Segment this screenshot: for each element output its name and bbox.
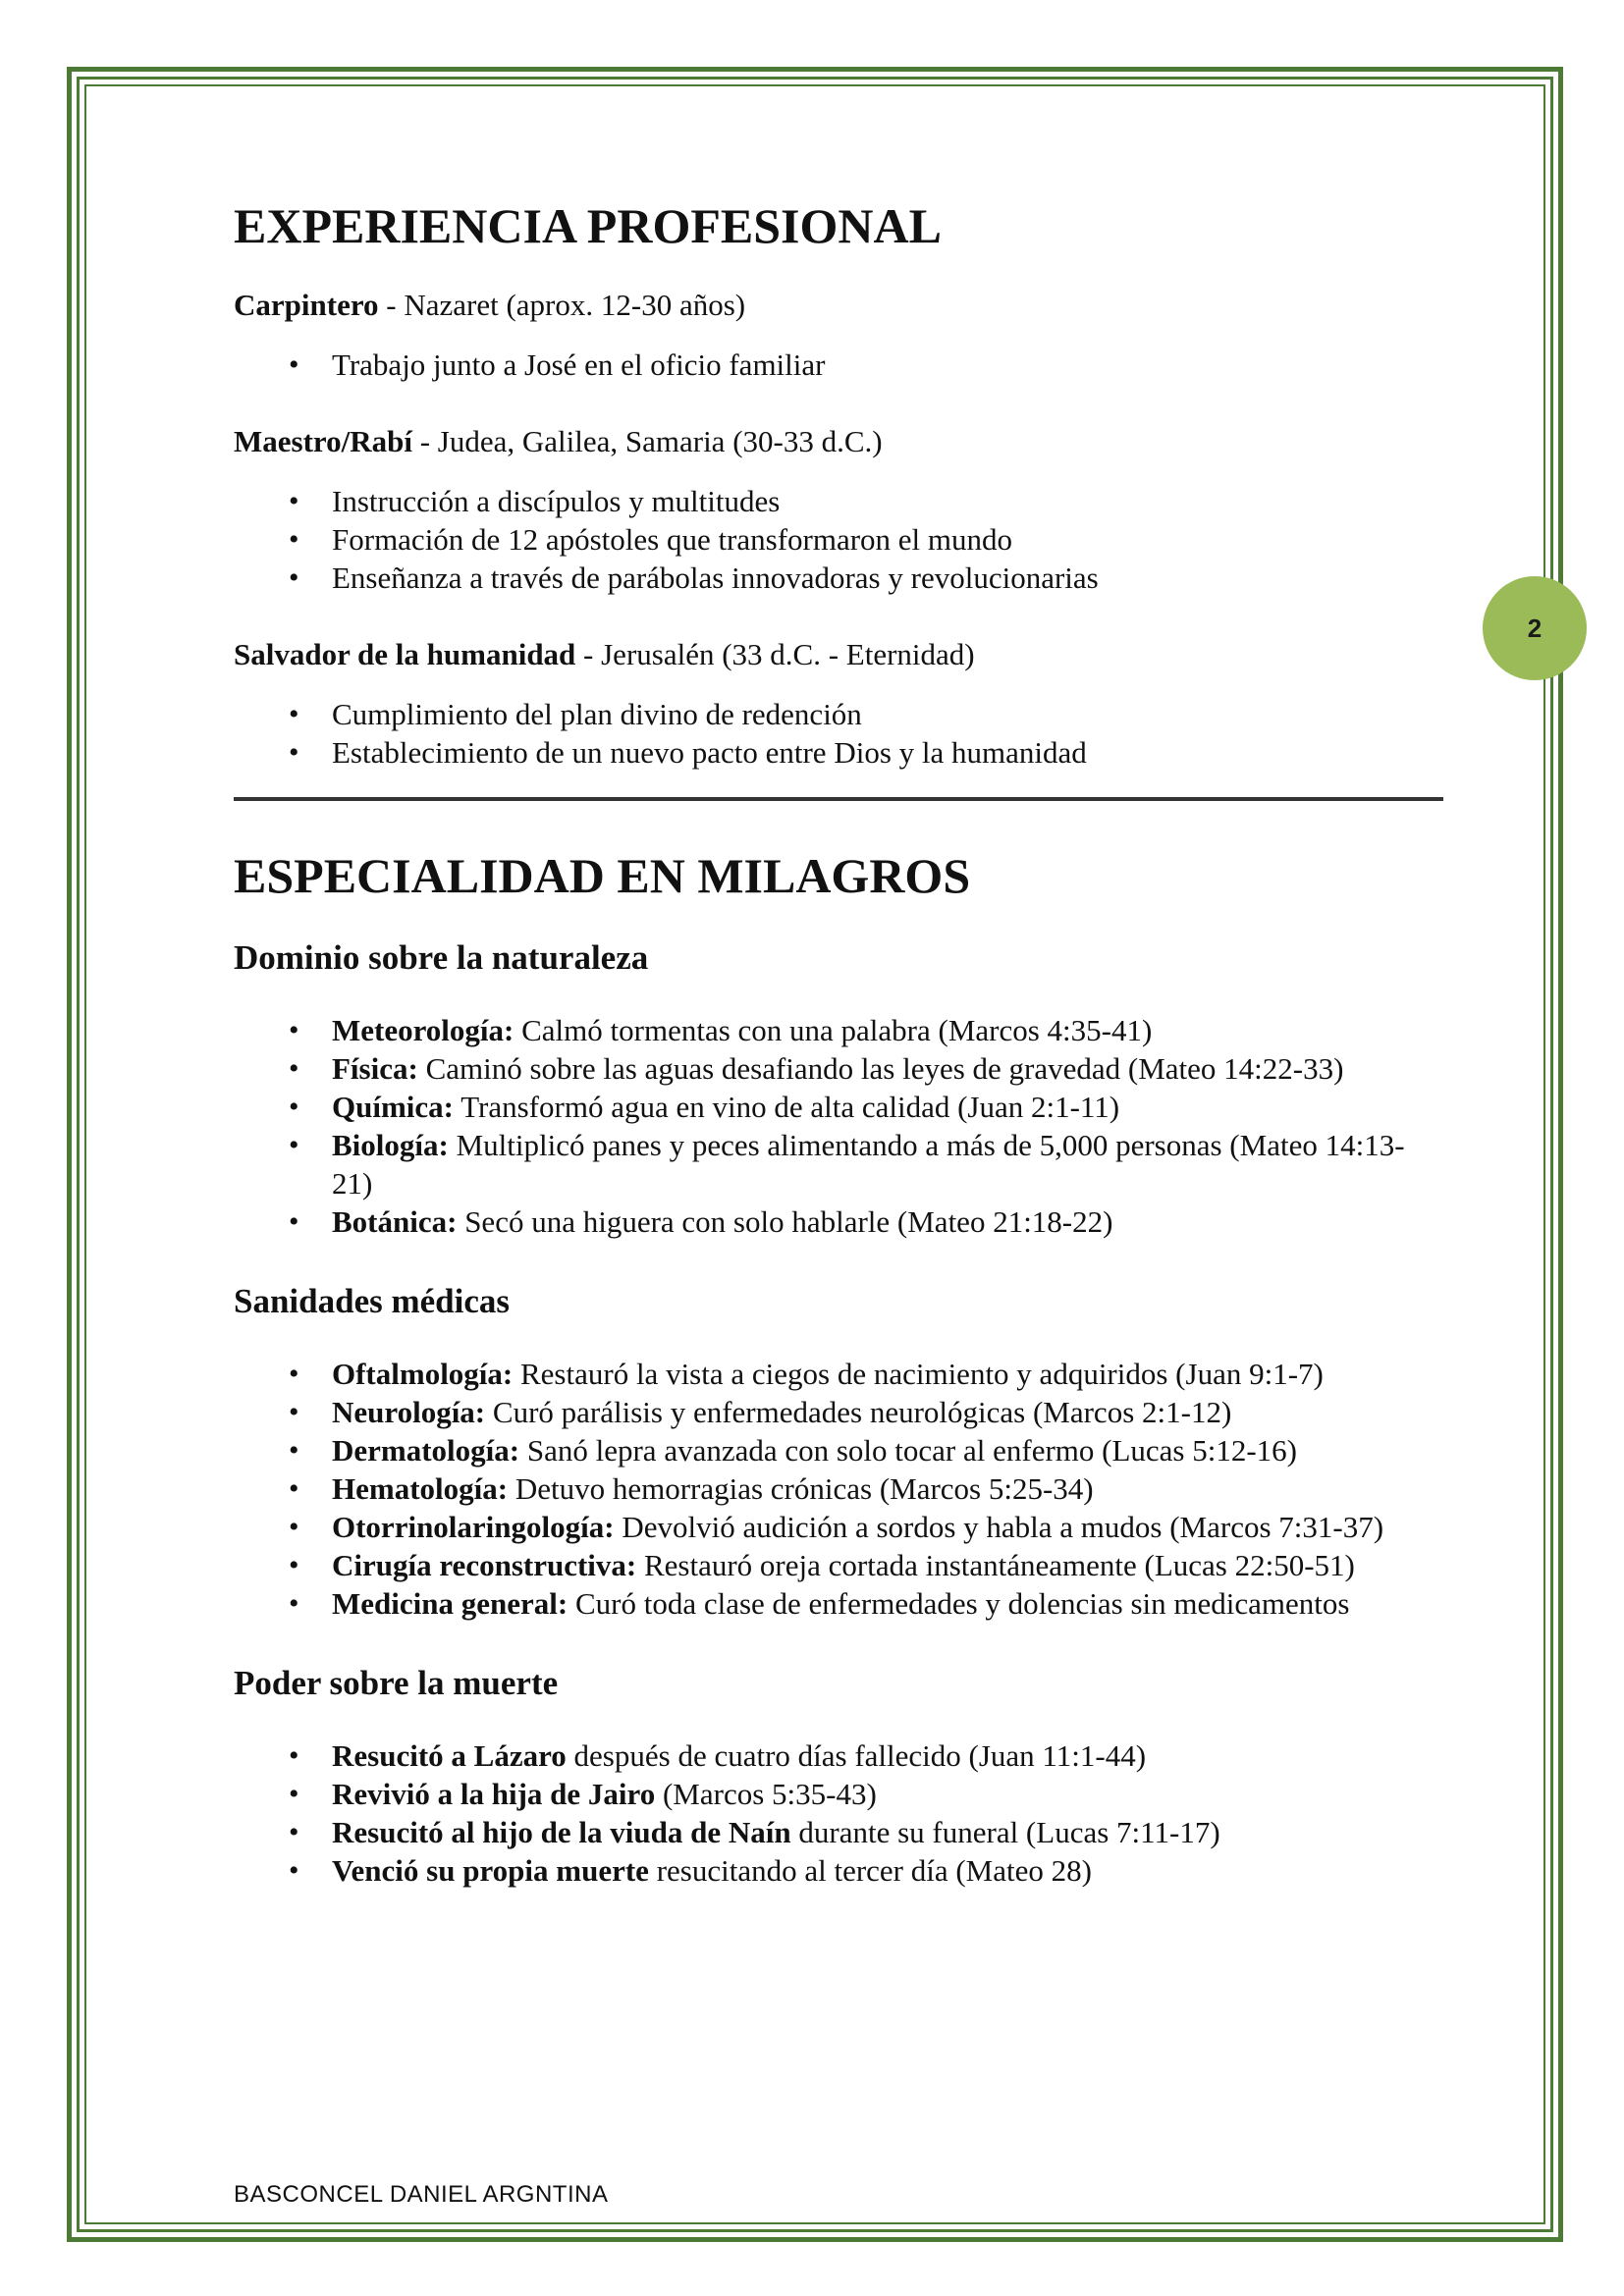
role-savior-list: [234, 695, 1443, 772]
item-text: durante su funeral (Lucas 7:11-17): [790, 1815, 1220, 1849]
item-label: Resucitó al hijo de la viuda de Naín: [332, 1815, 791, 1849]
list-item: [234, 1508, 1443, 1546]
item-text: (Marcos 5:35-43): [655, 1777, 877, 1811]
role-detail: - Jerusalén (33 d.C. - Eternidad): [575, 637, 975, 671]
list-item: • Instrucción a discípulos y multitudes: [234, 482, 1443, 520]
medical-list: [234, 1355, 1443, 1623]
list-item: [234, 1775, 1443, 1813]
item-text: Curó toda clase de enfermedades y dolencias sin medicamentos: [568, 1586, 1350, 1621]
item-text: Curó parálisis y enfermedades neurológicas (Marcos 2:1-12): [485, 1395, 1232, 1429]
list-item: [234, 1049, 1443, 1088]
item-label: Oftalmología:: [332, 1357, 514, 1391]
item-label: Revivió a la hija de Jairo: [332, 1777, 656, 1811]
nature-list: [234, 1011, 1443, 1241]
item-label: Cirugía reconstructiva:: [332, 1548, 637, 1582]
list-item: [234, 1431, 1443, 1469]
item-label: Física:: [332, 1051, 418, 1086]
death-list: [234, 1736, 1443, 1890]
item-text: Transformó agua en vino de alta calidad (Juan 2:1-11): [454, 1090, 1120, 1124]
role-carpenter-list: [234, 346, 1443, 384]
role-teacher-list: [234, 482, 1443, 597]
item-label: Medicina general:: [332, 1586, 568, 1621]
role-savior: [234, 634, 1443, 675]
list-item: [234, 1088, 1443, 1126]
item-text: Detuvo hemorragias crónicas (Marcos 5:25-34): [508, 1471, 1094, 1506]
list-item: • Cumplimiento del plan divino de redención: [234, 695, 1443, 733]
document-body: [234, 192, 1443, 1927]
item-text: Restauró oreja cortada instantáneamente (Lucas 22:50-51): [636, 1548, 1355, 1582]
item-label: Botánica:: [332, 1204, 458, 1239]
list-item: [234, 1851, 1443, 1890]
item-label: Dermatología:: [332, 1433, 520, 1468]
list-item: • Establecimiento de un nuevo pacto entre Dios y la humanidad: [234, 733, 1443, 772]
item-label: Otorrinolaringología:: [332, 1510, 615, 1544]
list-item: [234, 1584, 1443, 1623]
role-detail: - Nazaret (aprox. 12-30 años): [378, 288, 746, 322]
list-item: [234, 1546, 1443, 1584]
item-text: Calmó tormentas con una palabra (Marcos 4:35-41): [514, 1013, 1153, 1047]
item-text: Sanó lepra avanzada con solo tocar al enfermo (Lucas 5:12-16): [519, 1433, 1298, 1468]
section-divider: [234, 797, 1443, 801]
item-label: Resucitó a Lázaro: [332, 1738, 567, 1773]
role-teacher: [234, 421, 1443, 462]
page-number-badge: 2: [1483, 576, 1587, 680]
page-footer: BASCONCEL DANIEL ARGNTINA: [234, 2181, 609, 2208]
item-text: Devolvió audición a sordos y habla a mudos (Marcos 7:31-37): [614, 1510, 1384, 1544]
item-label: Biología:: [332, 1128, 449, 1162]
item-text: resucitando al tercer día (Mateo 28): [648, 1853, 1092, 1888]
item-text: Caminó sobre las aguas desafiando las leyes de gravedad (Mateo 14:22-33): [417, 1051, 1344, 1086]
role-carpenter: [234, 285, 1443, 326]
experience-heading: EXPERIENCIA PROFESIONAL: [234, 198, 942, 253]
list-item: [234, 1813, 1443, 1851]
death-heading: Poder sobre la muerte: [234, 1664, 559, 1702]
list-item: • Formación de 12 apóstoles que transformaron el mundo: [234, 520, 1443, 559]
role-title: Salvador de la humanidad: [234, 637, 576, 671]
list-item: [234, 1126, 1443, 1202]
item-text: Multiplicó panes y peces alimentando a más de 5,000 personas (Mateo 14:13-21): [332, 1128, 1405, 1201]
list-item: [234, 1736, 1443, 1775]
item-label: Meteorología:: [332, 1013, 514, 1047]
item-label: Hematología:: [332, 1471, 509, 1506]
item-label: Venció su propia muerte: [332, 1853, 649, 1888]
role-detail: - Judea, Galilea, Samaria (30-33 d.C.): [411, 424, 883, 458]
item-label: Neurología:: [332, 1395, 486, 1429]
medical-heading: Sanidades médicas: [234, 1282, 511, 1320]
list-item: • Trabajo junto a José en el oficio familiar: [234, 346, 1443, 384]
role-title: Maestro/Rabí: [234, 424, 412, 458]
list-item: [234, 1469, 1443, 1508]
list-item: [234, 1393, 1443, 1431]
miracles-heading: ESPECIALIDAD EN MILAGROS: [234, 848, 971, 903]
list-item: • Enseñanza a través de parábolas innovadoras y revolucionarias: [234, 559, 1443, 597]
list-item: [234, 1011, 1443, 1049]
nature-heading: Dominio sobre la naturaleza: [234, 938, 649, 977]
role-title: Carpintero: [234, 288, 379, 322]
list-item: [234, 1355, 1443, 1393]
item-text: Secó una higuera con solo hablarle (Mateo 21:18-22): [457, 1204, 1113, 1239]
item-text: Restauró la vista a ciegos de nacimiento y adquiridos (Juan 9:1-7): [513, 1357, 1324, 1391]
item-text: después de cuatro días fallecido (Juan 11:1-44): [566, 1738, 1147, 1773]
item-label: Química:: [332, 1090, 454, 1124]
list-item: [234, 1202, 1443, 1241]
